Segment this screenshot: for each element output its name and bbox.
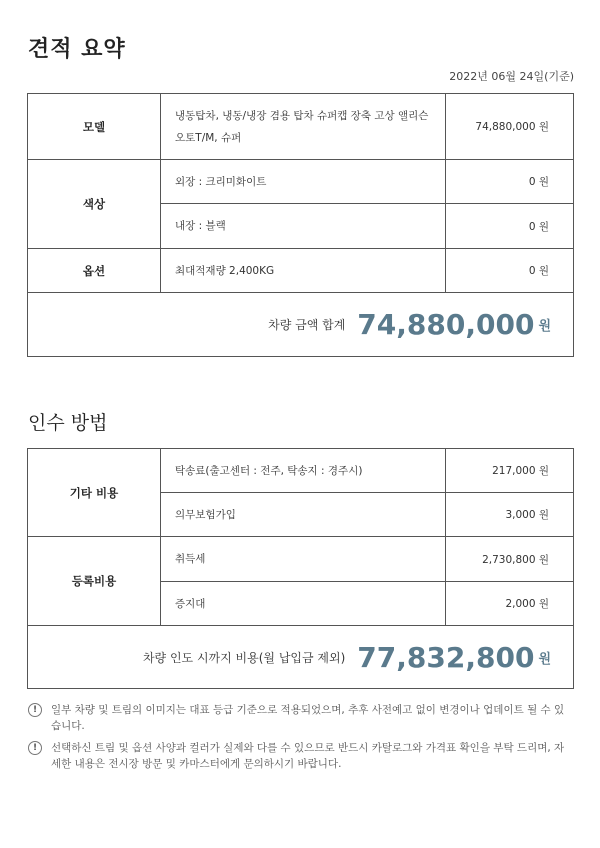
stamp-fee-amount: 2,000 원	[446, 582, 574, 626]
other-costs-category: 기타 비용	[28, 449, 161, 537]
vehicle-total-value: 74,880,000	[357, 308, 535, 341]
vehicle-total-unit: 원	[538, 319, 551, 334]
vehicle-total-label: 차량 금액 합계	[268, 318, 346, 332]
interior-color-description: 내장 : 블랙	[161, 204, 446, 249]
option-description: 최대적재량 2,400KG	[161, 249, 446, 293]
option-row	[28, 249, 574, 293]
model-amount: 74,880,000 원	[446, 94, 574, 160]
delivery-total-row	[28, 626, 574, 689]
delivery-cost-table	[27, 448, 574, 689]
stamp-fee-description: 증지대	[161, 582, 446, 626]
exterior-color-description: 외장 : 크리미화이트	[161, 160, 446, 204]
acquisition-tax-description: 취득세	[161, 537, 446, 582]
delivery-total-label: 차량 인도 시까지 비용(월 납입금 제외)	[142, 650, 346, 665]
vehicle-total-row	[28, 293, 574, 357]
acquisition-tax-amount: 2,730,800 원	[446, 537, 574, 582]
option-category: 옵션	[28, 249, 161, 293]
delivery-section-title: 인수 방법	[28, 412, 108, 434]
table-row	[28, 449, 574, 493]
exterior-color-row	[28, 160, 574, 204]
option-amount: 0 원	[446, 249, 574, 293]
notice-text: 일부 차량 및 트림의 이미지는 대표 등급 기준으로 적용되었으며, 추후 사전예고 없이 변경이나 업데이트 될 수 있습니다.	[51, 704, 565, 732]
delivery-total-value: 77,832,800	[357, 640, 535, 674]
table-row	[28, 537, 574, 582]
shipping-fee-description: 탁송료(출고센터 : 전주, 탁송지 : 경주시)	[161, 449, 446, 493]
delivery-total	[28, 626, 574, 689]
exclamation-circle-icon: !	[28, 703, 42, 717]
exclamation-circle-icon: !	[28, 741, 42, 755]
registration-category: 등록비용	[28, 537, 161, 626]
notice-text: 선택하신 트림 및 옵션 사양과 컬러가 실제와 다를 수 있으므로 반드시 카탈로그와 가격표 확인을 부탁 드리며, 자세한 내용은 전시장 방문 및 카마스터에게 문의하시기 바랍니다.	[51, 742, 565, 770]
notice-item	[28, 702, 573, 734]
color-category: 색상	[28, 160, 161, 249]
insurance-amount: 3,000 원	[446, 493, 574, 537]
interior-color-amount: 0 원	[446, 204, 574, 249]
delivery-total-unit: 원	[538, 651, 551, 667]
model-description: 냉동탑차, 냉동/냉장 겸용 탑차 슈퍼캡 장축 고상 앨리슨 오토T/M, 슈퍼	[161, 94, 446, 160]
exterior-color-amount: 0 원	[446, 160, 574, 204]
vehicle-total	[28, 293, 574, 357]
notice-item	[28, 740, 573, 772]
page-title: 견적 요약	[28, 37, 126, 62]
model-row	[28, 94, 574, 160]
shipping-fee-amount: 217,000 원	[446, 449, 574, 493]
quote-date: 2022년 06월 24일(기준)	[449, 70, 574, 83]
insurance-description: 의무보험가입	[161, 493, 446, 537]
model-category: 모델	[28, 94, 161, 160]
quote-summary-table	[27, 93, 574, 357]
